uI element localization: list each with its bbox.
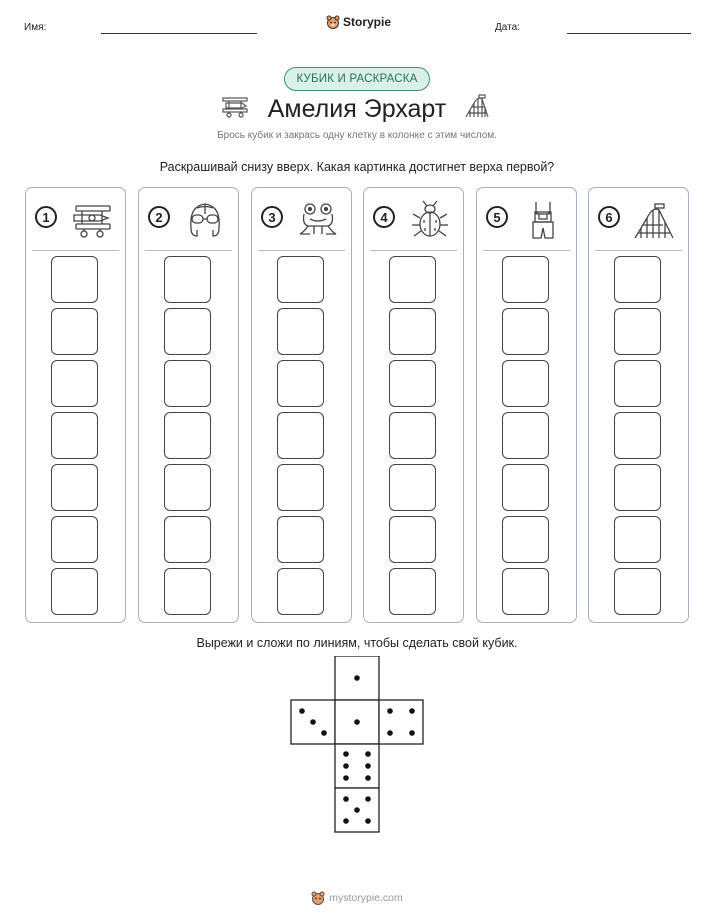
- column-divider: [258, 250, 345, 251]
- column-number: 1: [35, 206, 57, 228]
- storypie-mascot-icon: [311, 890, 325, 906]
- color-cell[interactable]: [389, 308, 436, 355]
- color-cell[interactable]: [277, 516, 324, 563]
- column-divider: [370, 250, 457, 251]
- biplane-icon: [70, 200, 114, 240]
- color-cell[interactable]: [277, 412, 324, 459]
- column-3: [251, 187, 352, 623]
- color-cell[interactable]: [502, 568, 549, 615]
- column-4: [363, 187, 464, 623]
- column-5: [476, 187, 577, 623]
- column-divider: [32, 250, 119, 251]
- color-cell[interactable]: [164, 256, 211, 303]
- column-1: [25, 187, 126, 623]
- color-cell[interactable]: [164, 464, 211, 511]
- frog-icon: [296, 200, 340, 240]
- column-number: 2: [148, 206, 170, 228]
- color-cell[interactable]: [389, 516, 436, 563]
- color-cell[interactable]: [502, 464, 549, 511]
- die-net: [290, 656, 424, 834]
- beetle-icon: [408, 200, 452, 240]
- column-divider: [595, 250, 682, 251]
- color-cell[interactable]: [502, 256, 549, 303]
- column-2: [138, 187, 239, 623]
- color-cell[interactable]: [164, 308, 211, 355]
- column-number: 4: [373, 206, 395, 228]
- color-cell[interactable]: [277, 360, 324, 407]
- color-cell[interactable]: [51, 360, 98, 407]
- column-number: 3: [261, 206, 283, 228]
- color-cell[interactable]: [502, 360, 549, 407]
- color-cell[interactable]: [502, 308, 549, 355]
- date-label: Дата:: [495, 22, 520, 33]
- color-cell[interactable]: [389, 464, 436, 511]
- page-title: Амелия Эрхарт: [267, 95, 447, 123]
- color-cell[interactable]: [614, 568, 661, 615]
- name-line: [101, 33, 257, 34]
- color-cell[interactable]: [51, 464, 98, 511]
- roller-coaster-title-icon: [464, 93, 490, 119]
- footer-url[interactable]: mystorypie.com: [329, 892, 403, 904]
- activity-badge: КУБИК И РАСКРАСКА: [284, 67, 430, 91]
- color-cell[interactable]: [277, 464, 324, 511]
- color-cell[interactable]: [502, 516, 549, 563]
- color-cell[interactable]: [51, 516, 98, 563]
- color-cell[interactable]: [614, 308, 661, 355]
- overalls-icon: [521, 200, 565, 240]
- color-cell[interactable]: [164, 516, 211, 563]
- color-cell[interactable]: [51, 256, 98, 303]
- color-cell[interactable]: [277, 256, 324, 303]
- brand-logo: [326, 14, 391, 30]
- column-number: 5: [486, 206, 508, 228]
- color-cell[interactable]: [277, 308, 324, 355]
- color-cell[interactable]: [389, 568, 436, 615]
- color-cell[interactable]: [51, 568, 98, 615]
- color-cell[interactable]: [614, 516, 661, 563]
- storypie-mascot-icon: [326, 14, 340, 30]
- aviator-helmet-icon: [183, 200, 227, 240]
- die-face-4: [379, 700, 423, 744]
- column-6: [588, 187, 689, 623]
- color-cell[interactable]: [614, 464, 661, 511]
- cut-instruction: Вырежи и сложи по линиям, чтобы сделать свой кубик.: [196, 636, 518, 650]
- footer: [0, 890, 714, 906]
- roller-coaster-icon: [633, 200, 677, 240]
- color-cell[interactable]: [614, 256, 661, 303]
- color-cell[interactable]: [389, 256, 436, 303]
- page-subtitle: Брось кубик и закрась одну клетку в колонке с этим числом.: [217, 130, 497, 141]
- color-cell[interactable]: [164, 568, 211, 615]
- column-divider: [145, 250, 232, 251]
- color-cell[interactable]: [614, 360, 661, 407]
- name-label: Имя:: [24, 22, 47, 33]
- color-cell[interactable]: [277, 568, 324, 615]
- date-line: [567, 33, 691, 34]
- color-cell[interactable]: [164, 412, 211, 459]
- column-number: 6: [598, 206, 620, 228]
- color-cell[interactable]: [502, 412, 549, 459]
- color-cell[interactable]: [51, 412, 98, 459]
- color-cell[interactable]: [614, 412, 661, 459]
- column-divider: [483, 250, 570, 251]
- brand-name: Storypie: [343, 15, 392, 29]
- color-cell[interactable]: [51, 308, 98, 355]
- coloring-instruction: Раскрашивай снизу вверх. Какая картинка достигнет верха первой?: [159, 160, 555, 174]
- die-face-6: [335, 744, 379, 788]
- color-cell[interactable]: [164, 360, 211, 407]
- color-cell[interactable]: [389, 360, 436, 407]
- color-cell[interactable]: [389, 412, 436, 459]
